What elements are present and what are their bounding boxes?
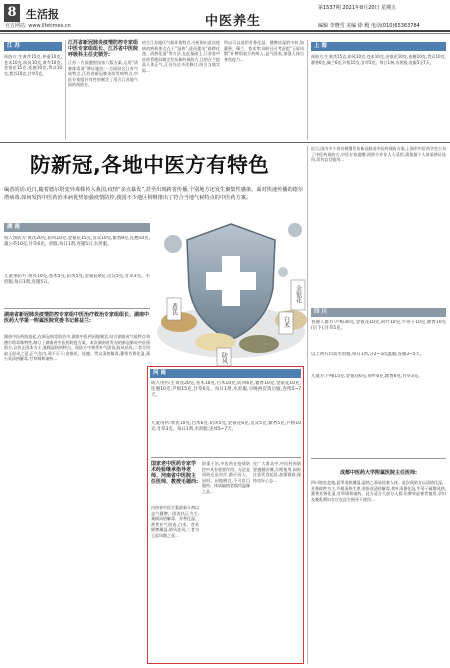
jiangsu-expert-body: 江苏一方面遵照国家八版方案,运用“清肺排毒汤”辨证施治;一方面结合江苏气候特点,江苏省新冠肺炎的发病特点,中医专家组针对性的制定了适合江苏地气候的预防方。: [68, 60, 138, 88]
herb-label: 金银花: [294, 285, 302, 303]
page-number: 8: [4, 4, 20, 22]
hunan-child-prescription: 儿童预防方:黄芪10克,苍术5克,防风5克,金银花8克,贯众5克,甘草3克。水煎服,每日1剂,连服5日。: [4, 274, 150, 286]
sichuan-usage: 以上两方均需水煎服,每日1剂,分2~3次温服,连服3~5天。: [311, 352, 425, 357]
divider: [151, 457, 301, 458]
herb-pile-icon: [239, 335, 279, 353]
jiangsu-analysis-cont: 所以可以选用芳香化湿、健脾祛湿的中药,如藿香、佩兰、苍术等;同时还可考虑把“玉屏风散”补脾固表方药纳入,益气固表,加强人体自身免疫力...: [224, 40, 304, 62]
sichuan-child-prescription: 儿童方:芦根15克,金银花6克,荷叶6克,藿香6克,甘草3克。: [311, 374, 423, 379]
hunan-expert-heading: 湖南省新冠肺炎疫情防控专家组中医治疗救治专家组组长、湖南中医药大学第一附属医院党委书记蒋益兰:: [4, 312, 150, 324]
column-divider: [65, 40, 66, 140]
henan-adult-prescription: 成人用药:生黄芪20克,苍术10克,白术10克,防风6克,藿香10克,金银花10克,连翘10克,芦根15克,甘草6克。每日1剂,水煎服,早晚两次饭后服,连续5~7天。: [151, 381, 301, 399]
virus-icon: [288, 223, 302, 237]
header-rule-thin: [0, 33, 450, 34]
shanghai-tag: 上 海: [311, 42, 446, 51]
hunan-adult-prescription: 成人预防方:黄芪20克,防风10克,金银花15克,贯众10克,藿香8克,连翘10克,蒲公英10克,甘草6克。煎服,每日1剂,连服5日,水煎服。: [4, 236, 150, 248]
header-rule: [0, 30, 450, 32]
henan-child-prescription: 儿童用药:黄芪10克,白术6克,防风5克,金银花6克,贯众5克,藿香5克,芦根10克,甘草3克。每日1剂,水煎服,连续5~7天。: [151, 421, 301, 433]
editor-note: 编者的话:近日,随着德尔塔变异毒株传入我国,疫情“多点暴发”,甚至出现跨省传播,个别地方还发生聚集性感染。面对快速传播的德尔塔病毒,如何发挥中医药治未病优势加强疫情防控,我国不少地区相继推出了符合当地气候特点的中医药方案。: [4, 187, 304, 201]
henan-tag: 河 南: [150, 369, 301, 378]
divider: [311, 458, 446, 459]
herb-label: 白术: [282, 316, 290, 328]
jiangsu-tag: 江 苏: [4, 42, 62, 51]
sichuan-adult-prescription: 普通人群方:芦根30克,金银花10克,荷叶10克,牛蒡子10克,藿香10克(后下),甘草5克。: [311, 320, 446, 332]
column-divider: [307, 40, 308, 140]
jiangsu-prescription: 预防方:生黄芪15克,仲蚕10克,苍术10克,防风10克,黄芩10克,金银花15克,连翘10克,贯众10克,紫苏10克,甘草5克。: [4, 54, 62, 76]
sichuan-tag: 四 川: [311, 308, 446, 317]
hunan-expert-body: 湖南中医药防疫起,在新冠病毒防治中,湖南中医药因地制宜,结合湖南省气候特点和德尔塔毒株特性,制订了湖南省中医药防疫方案。本次湖南省发布的新冠肺炎中医预防方,以扶正固本为主,兼顾湿热的特点。预防方中黄芪补气固表,防风祛风,二者合用取玉屏风之意,正气存内,邪不可干;金银花、连翘、贯众清热解毒,藿香芳香化湿,蒲公英清热解毒,甘草调和诸药...: [4, 334, 150, 362]
intro-body: 近日,国内多个省份相继发布新冠肺炎中医药预防方案,上海市中医药学会公布了中医药预防方,中医专家提醒:预防方并非人人适用,需根据个人体质辨证选用,切勿盲目服用...: [311, 146, 446, 163]
website[interactable]: 官方网站: www.lifetimes.cn: [5, 23, 71, 29]
masthead: 生活报: [26, 8, 59, 21]
henan-expert-body: 河南省中医方案最新方剂以益气健脾、固表扶正为主,兼顾清热解毒、芳香化湿。黄芪补气固表,白术、苍术健脾燥湿,防风祛风,三者为玉屏风散之意...: [151, 505, 199, 538]
herb-label: 防风: [220, 352, 228, 364]
virus-icon: [164, 235, 182, 253]
issue-info: 第1537期 2021年8月20日 星期五: [318, 5, 397, 11]
editor-info: 编辑 李晓雪 美编 徐 殿 电话(010)65363784: [318, 23, 420, 29]
main-headline: 防新冠,各地中医方有特色: [30, 153, 270, 177]
chengdu-expert-body: 四川地处盆地,夏季炎热潮湿,湿热之邪易侵袭人体。此次预防方以清热化湿、芳香辟秽为主,芦根清热生津,金银花清热解毒,荷叶清暑化湿,牛蒡子疏散风热,藿香芳香化湿,甘草调和诸药。此方适合大部分人群,但脾胃虚寒者慎用,孕妇及哺乳期妇女应在医生指导下使用...: [311, 480, 446, 502]
section-rule: [0, 142, 450, 143]
cross-icon: [206, 272, 256, 290]
jiangsu-expert-heading: 江苏省新冠肺炎疫情防控专家组中医专家组组长、江苏省中医院呼吸科主任史锁芳:: [68, 40, 139, 58]
virus-icon: [278, 267, 288, 277]
column-divider: [307, 146, 308, 664]
chengdu-expert-heading: 成都中医药大学附属医院主任医师:: [339, 470, 417, 476]
jiangsu-analysis: 结合江苏地区气候环境特点,分析指出此次疫病的病机要点在于“湿热”,进而提出“辟秽化浊、清热化湿”等方法,在此基础上,江苏省中医药管理局制定发布新的预防方,目的在于提高人体正气,江苏先后多次修订,结合当地实际...: [142, 40, 220, 73]
hunan-tag: 湖 南: [4, 223, 150, 232]
henan-body-col3: 在广大群众中,中医药预防要遵循医嘱,合理使用,同时注意饮食起居,加强锻炼,保持良好心态...: [253, 461, 301, 483]
section-title: 中医养生: [205, 14, 262, 29]
herb-label: 黄芪: [170, 303, 178, 315]
divider: [4, 308, 150, 309]
shanghai-prescription: 预防方:生黄芪15克,防风10克,苍术10克,金银花10克,连翘10克,贯众10克,藿香6克,佩兰6克,芦根15克,甘草5克。每日1剂,水煎服,连服5至7天。: [311, 54, 446, 65]
henan-body-col2: 防重于治,中医药在疫情防控中具有重要作用。无论是预防还是治疗,都应因人、因时、因地制宜,不可盲目服药。体质偏热者慎用温燥之品...: [202, 461, 250, 494]
henan-expert-heading: 国家老中医药专家学术经验继承指导老师、河南省中医院主任医师、教授毛德西:: [151, 461, 199, 485]
herbs-illustration: [155, 212, 308, 366]
